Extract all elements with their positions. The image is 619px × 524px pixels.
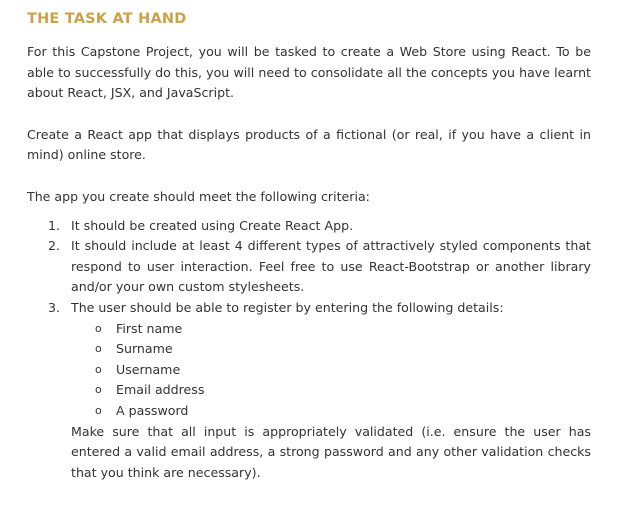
registration-field-item: o First name	[27, 319, 591, 340]
registration-field-item: o A password	[27, 401, 591, 422]
bullet-icon: o	[95, 321, 102, 335]
registration-field-item: o Email address	[27, 380, 591, 401]
registration-fields-list	[71, 319, 591, 422]
list-number: 3.	[48, 299, 61, 315]
list-number: 2.	[48, 238, 61, 254]
spacer	[27, 104, 591, 125]
validation-note: Make sure that all input is appropriately validated (i.e. ensure the user has entered a valid email address, a strong password and any other validation checks that you think are necessary).	[71, 423, 591, 480]
app-description-paragraph: Create a React app that displays products of a fictional (or real, if you have a client in mind) online store.	[27, 126, 591, 163]
criteria-text: It should be created using Create React App.	[71, 217, 354, 233]
criteria-item	[27, 298, 591, 483]
bullet-icon: o	[95, 342, 102, 356]
criteria-intro-paragraph: The app you create should meet the following criteria:	[27, 188, 370, 204]
criteria-list	[27, 216, 591, 484]
registration-field-item: o Surname	[27, 339, 591, 360]
criteria-text: The user should be able to register by entering the following details:	[71, 299, 504, 315]
section-heading: THE TASK AT HAND	[27, 11, 187, 27]
bullet-icon: o	[95, 383, 102, 397]
criteria-item	[27, 216, 591, 237]
bullet-icon: o	[95, 362, 102, 376]
registration-field-item: o Username	[27, 360, 591, 381]
criteria-item	[27, 236, 591, 298]
intro-paragraph: For this Capstone Project, you will be tasked to create a Web Store using React. To be able to successfully do this, you will need to consolidate all the concepts you have learnt about React, JSX, and JavaScript.	[27, 44, 591, 101]
spacer	[27, 166, 591, 187]
bullet-icon: o	[95, 403, 102, 417]
list-number: 1.	[48, 217, 61, 233]
criteria-text: It should include at least 4 different types of attractively styled components that respond to user interaction. Feel free to use React-Bootstrap or another library and/or your own custom stylesheets.	[71, 238, 591, 295]
